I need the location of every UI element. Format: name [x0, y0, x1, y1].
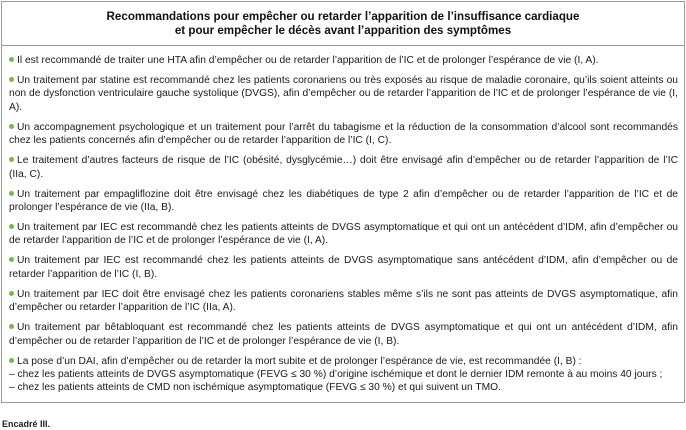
recommendation-item [9, 74, 678, 114]
sub-item-ischemic: – chez les patients atteints de DVGS asymptomatique (FEVG ≤ 30 %) d’origine ischémique et dont le dernier IDM remonte à au moins 40 jours ; [9, 369, 663, 381]
bullet-icon [9, 191, 14, 196]
recommendations-box [1, 1, 685, 403]
recommendation-list [2, 46, 684, 395]
recommendation-text: Un accompagnement psychologique et un traitement pour l’arrêt du tabagisme et la réduction de la consommation d’alcool sont recommandés chez les patients concernés afin d’empêcher ou de retarder l’apparition de l’IC (I, C). [9, 121, 678, 147]
bullet-icon [9, 124, 14, 129]
recommendation-text: Un traitement par statine est recommandé chez les patients coronariens ou très exposés au risque de maladie coronaire, qu’ils soient atteints ou non de dysfonction ventriculaire gauche systolique (DVGS), afin d’empêcher ou de retarder l’apparition de l’IC et de prolonger l’espérance de vie (I, A). [9, 75, 678, 113]
bullet-icon [9, 358, 14, 363]
bullet-icon [9, 77, 14, 82]
recommendation-text: Un traitement par empagliflozine doit être envisagé chez les diabétiques de type 2 afin d’empêcher ou de retarder l’apparition de l’IC et de prolonger l’espérance de vie (IIa, B). [9, 188, 678, 214]
bullet-icon [9, 57, 14, 62]
recommendation-item [9, 254, 678, 281]
bullet-icon [9, 257, 14, 262]
recommendation-text: Un traitement par bêtabloquant est recommandé chez les patients atteints de DVGS asymptomatique et qui ont un antécédent d’IDM, afin d’empêcher ou de retarder l’apparition de l’IC et de prolonger l’espérance de vie (I, B). [9, 322, 678, 347]
recommendation-item [9, 154, 678, 181]
bullet-icon [9, 224, 14, 229]
recommendation-text: Un traitement par IEC doit être envisagé chez les patients coronariens stables même s’ils ne sont pas atteints de DVGS asymptomatique, afin d’empêcher ou retarder l’apparition de l’IC (IIa, A). [9, 288, 678, 314]
sub-item-cmd: – chez les patients atteints de CMD non ischémique asymptomatique (FEVG ≤ 30 %) et qui suivent un TMO. [9, 382, 501, 394]
bullet-icon [9, 291, 14, 296]
figure-caption: Encadré III. [2, 419, 51, 429]
recommendation-item [9, 54, 678, 67]
recommendation-text: Il est recommandé de traiter une HTA afin d’empêcher ou de retarder l’apparition de l’IC et de prolonger l’espérance de vie (I, A). [17, 55, 599, 66]
recommendation-text: La pose d’un DAI, afin d’empêcher ou de retarder la mort subite et de prolonger l’espérance de vie, est recommandée (I, B) : [17, 355, 582, 367]
recommendation-text: Un traitement par IEC est recommandé chez les patients atteints de DVGS asymptomatique sans antécédent d’IDM, afin d’empêcher ou de retarder l’apparition de l’IC (I, B). [9, 255, 678, 280]
bullet-icon [9, 157, 14, 162]
recommendation-item [9, 121, 678, 148]
box-title [2, 2, 684, 38]
recommendation-item [9, 288, 678, 315]
recommendation-item [9, 221, 678, 248]
recommendation-item-dai [9, 355, 678, 395]
recommendation-item [9, 321, 678, 348]
recommendation-text: Le traitement d’autres facteurs de risque de l’IC (obésité, dysglycémie…) doit être envisagé afin d’empêcher ou de retarder l’apparition de l’IC (IIa, C). [9, 155, 678, 180]
box-title-line-1: Recommandations pour empêcher ou retarder l’apparition de l’insuffisance cardiaque [106, 10, 580, 23]
box-title-line-2: et pour empêcher le décès avant l’apparition des symptômes [174, 24, 512, 37]
recommendation-text: Un traitement par IEC est recommandé chez les patients atteints de DVGS asymptomatique et qui ont un antécédent d’IDM, afin d’empêcher ou de retarder l’apparition de l’IC et de prolonger l’espérance de vie (I, A). [9, 222, 678, 247]
bullet-icon [9, 324, 14, 329]
recommendation-item [9, 188, 678, 215]
